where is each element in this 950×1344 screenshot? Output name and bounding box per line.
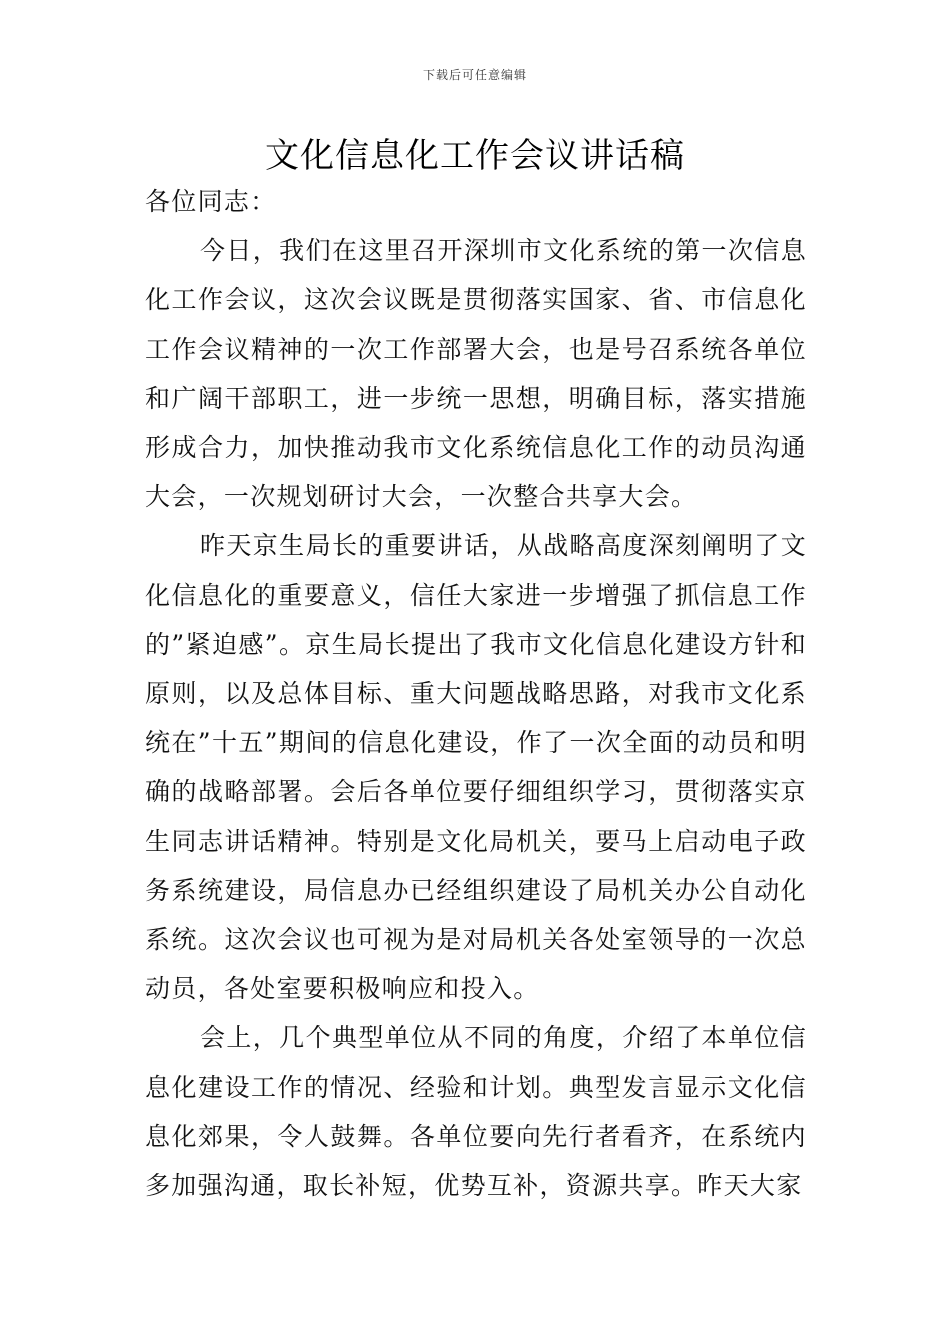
paragraph-3: 会上，几个典型单位从不同的角度，介绍了本单位信息化建设工作的情况、经验和计划。典型发言显示文化信息化郊果，令人鼓舞。各单位要向先行者看齐，在系统内多加强沟通，取长补短，优势互补，资源共享。昨天大家	[145, 1023, 807, 1201]
document-title: 文化信息化工作会议讲话稿	[265, 136, 685, 176]
header-note: 下载后可任意编辑	[422, 68, 527, 82]
salutation: 各位同志：	[145, 187, 277, 216]
document-body	[145, 177, 807, 1210]
paragraph-1: 今日，我们在这里召开深圳市文化系统的第一次信息化工作会议，这次会议既是贯彻落实国家、省、市信息化工作会议精神的一次工作部署大会，也是号召系统各单位和广阔干部职工，进一步统一思想，明确目标，落实措施形成合力，加快推动我市文化系统信息化工作的动员沟通大会，一次规划研讨大会，一次整合共享大会。	[145, 236, 807, 512]
paragraph-2: 昨天京生局长的重要讲话，从战略高度深刻阐明了文化信息化的重要意义，信任大家进一步增强了抓信息工作的”紧迫感”。京生局长提出了我市文化信息化建设方针和原则，以及总体目标、重大问题战略思路，对我市文化系统在”十五”期间的信息化建设，作了一次全面的动员和明确的战略部署。会后各单位要仔细组织学习，贯彻落实京生同志讲话精神。特别是文化局机关，要马上启动电子政务系统建设，局信息办已经组织建设了局机关办公自动化系统。这次会议也可视为是对局机关各处室领导的一次总动员，各处室要积极响应和投入。	[145, 531, 807, 1004]
